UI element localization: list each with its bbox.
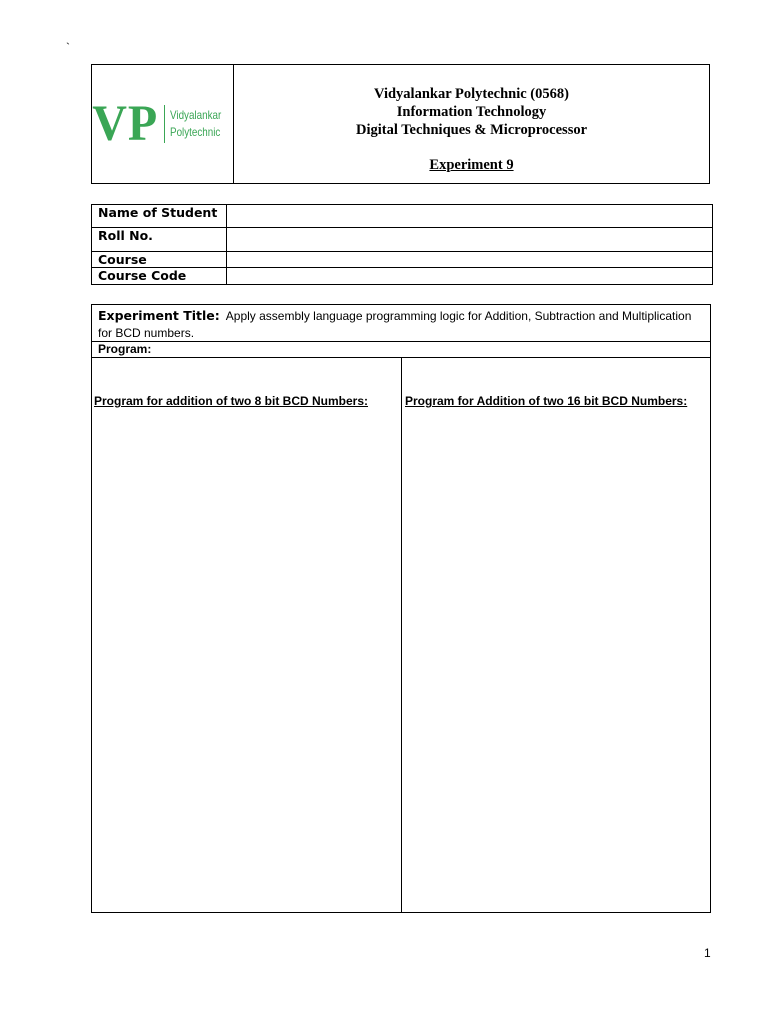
stray-tick-mark: ` <box>66 40 70 54</box>
experiment-number: Experiment 9 <box>429 157 514 173</box>
course-code-label: Course Code <box>92 268 227 285</box>
table-row <box>92 228 713 252</box>
program-columns <box>92 358 710 912</box>
program-column-left[interactable] <box>92 358 401 912</box>
program-column-right[interactable] <box>401 358 710 912</box>
experiment-title-text: Apply assembly language programming logic for Addition, Subtraction and Multiplication for BCD numbers. <box>98 309 692 340</box>
page-number: 1 <box>704 946 711 960</box>
course-label: Course <box>92 252 227 268</box>
program-label: Program: <box>92 342 710 358</box>
table-row <box>92 205 713 228</box>
department-name: Information Technology <box>396 104 547 120</box>
program-8bit-heading: Program for addition of two 8 bit BCD Numbers: <box>94 394 369 408</box>
logo-letters: VP <box>92 95 159 152</box>
institute-name: Vidyalankar Polytechnic (0568) <box>374 86 569 102</box>
subject-name: Digital Techniques & Microprocessor <box>355 122 588 138</box>
student-info-table <box>91 204 713 285</box>
table-row <box>92 252 713 268</box>
experiment-title-row <box>92 305 710 342</box>
course-code-field[interactable] <box>227 268 713 285</box>
logo-cell <box>92 65 234 183</box>
vp-logo <box>92 95 232 152</box>
program-16bit-heading: Program for Addition of two 16 bit BCD Numbers: <box>405 394 688 408</box>
experiment-box <box>91 304 711 913</box>
roll-no-field[interactable] <box>227 228 713 252</box>
logo-line-2: Polytechnic <box>170 125 221 139</box>
name-of-student-field[interactable] <box>227 205 713 228</box>
course-field[interactable] <box>227 252 713 268</box>
logo-wordmark <box>170 107 221 141</box>
experiment-title-label: Experiment Title: <box>98 308 220 323</box>
roll-no-label: Roll No. <box>92 228 227 252</box>
logo-divider <box>164 105 165 143</box>
logo-line-1: Vidyalankar <box>170 108 222 122</box>
header-title-block <box>234 65 709 183</box>
table-row <box>92 268 713 285</box>
document-header <box>91 64 710 184</box>
name-of-student-label: Name of Student <box>92 205 227 228</box>
